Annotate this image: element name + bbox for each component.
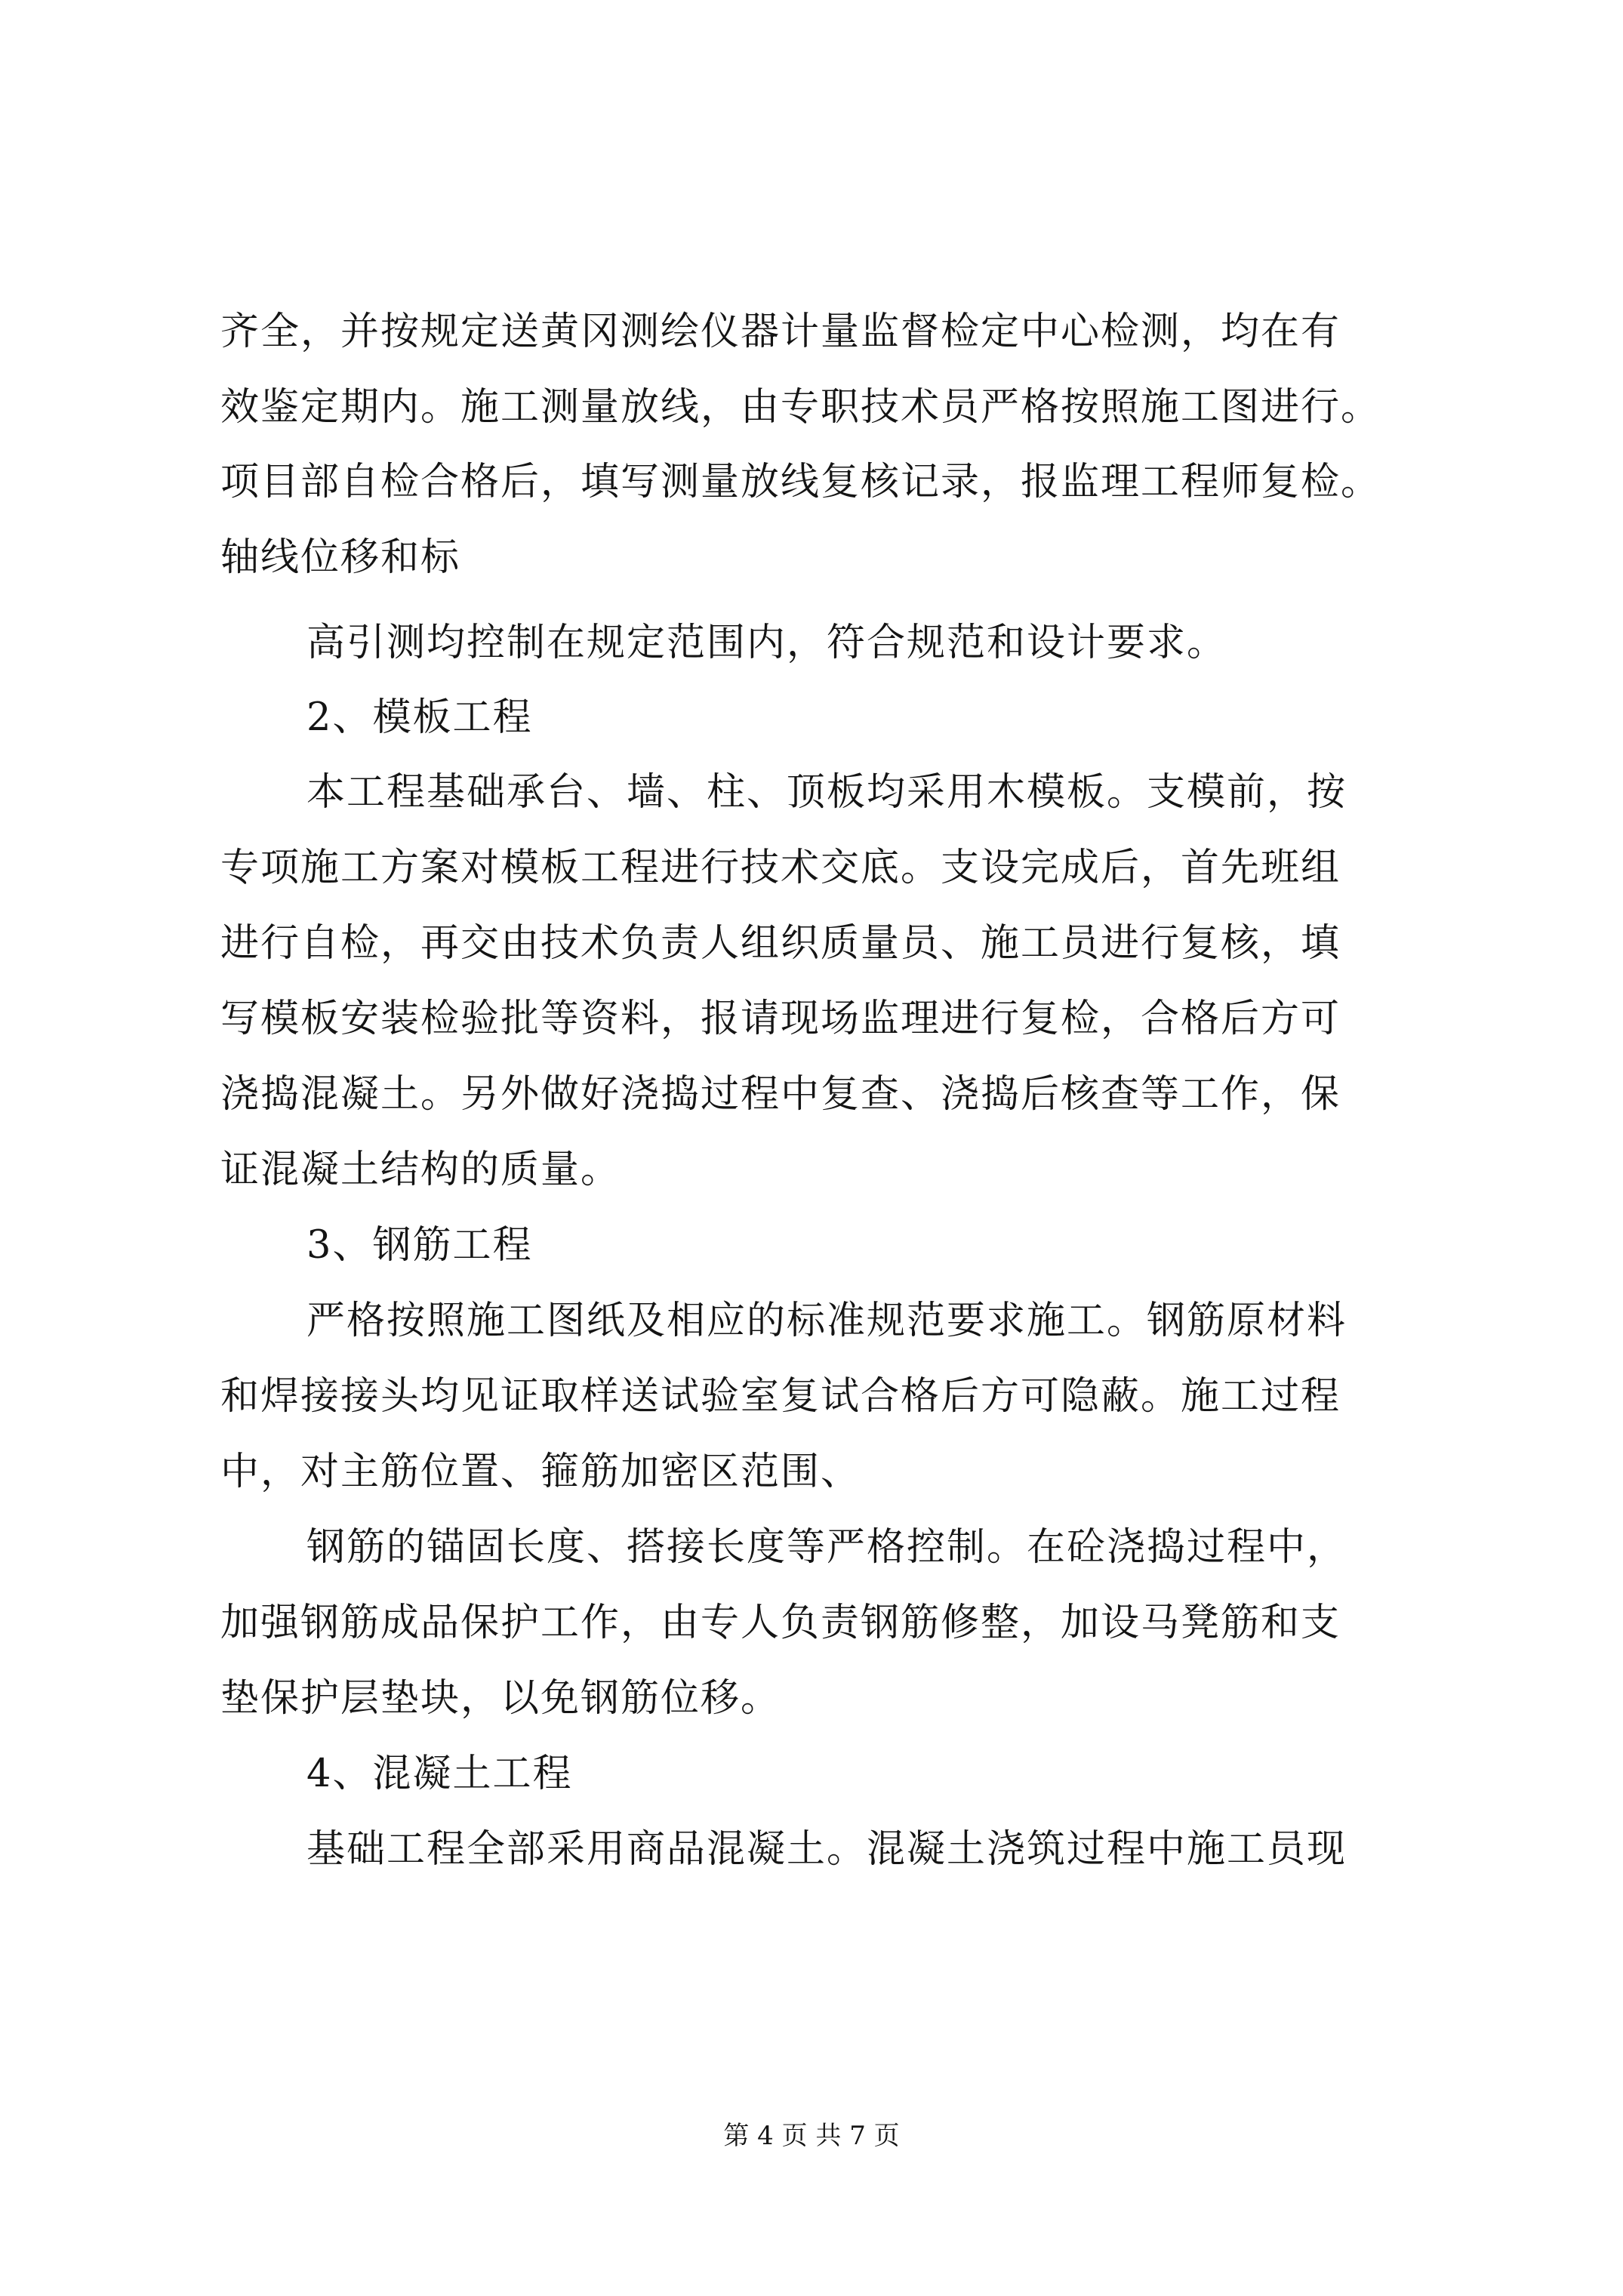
text-line: 中，对主筋位置、箍筋加密区范围、 xyxy=(220,1450,861,1494)
text-line: 项目部自检合格后，填写测量放线复核记录，报监理工程师复检。 xyxy=(220,460,1381,504)
text-line: 和焊接接头均见证取样送试验室复试合格后方可隐蔽。施工过程 xyxy=(220,1374,1341,1419)
section-heading: 3、钢筋工程 xyxy=(306,1223,533,1268)
text-line: 浇捣混凝土。另外做好浇捣过程中复查、浇捣后核查等工作，保 xyxy=(220,1072,1341,1117)
text-line: 高引测均控制在规定范围内，符合规范和设计要求。 xyxy=(306,621,1227,665)
text-line: 效鉴定期内。施工测量放线，由专职技术员严格按照施工图进行。 xyxy=(220,385,1381,430)
page-footer xyxy=(0,2118,1623,2154)
text-line: 轴线位移和标 xyxy=(220,535,461,580)
text-line: 进行自检，再交由技术负责人组织质量员、施工员进行复核，填 xyxy=(220,921,1341,966)
section-heading: 2、模板工程 xyxy=(306,695,533,740)
text-line: 垫保护层垫块，以免钢筋位移。 xyxy=(220,1676,781,1721)
text-line: 证混凝土结构的质量。 xyxy=(220,1148,621,1192)
text-line: 写模板安装检验批等资料，报请现场监理进行复检，合格后方可 xyxy=(220,997,1341,1041)
text-line: 专项施工方案对模板工程进行技术交底。支设完成后，首先班组 xyxy=(220,846,1341,890)
text-line: 基础工程全部采用商品混凝土。混凝土浇筑过程中施工员现 xyxy=(306,1827,1347,1872)
text-line: 钢筋的锚固长度、搭接长度等严格控制。在砼浇捣过程中， xyxy=(306,1525,1347,1570)
text-line: 严格按照施工图纸及相应的标准规范要求施工。钢筋原材料 xyxy=(306,1299,1347,1343)
text-line: 本工程基础承台、墙、柱、顶板均采用木模板。支模前，按 xyxy=(306,770,1347,815)
page-number-label: 第 4 页 共 7 页 xyxy=(723,2121,900,2151)
text-line: 加强钢筋成品保护工作，由专人负责钢筋修整，加设马凳筋和支 xyxy=(220,1601,1341,1645)
section-heading: 4、混凝土工程 xyxy=(306,1752,573,1796)
text-line: 齐全，并按规定送黄冈测绘仪器计量监督检定中心检测，均在有 xyxy=(220,310,1341,354)
